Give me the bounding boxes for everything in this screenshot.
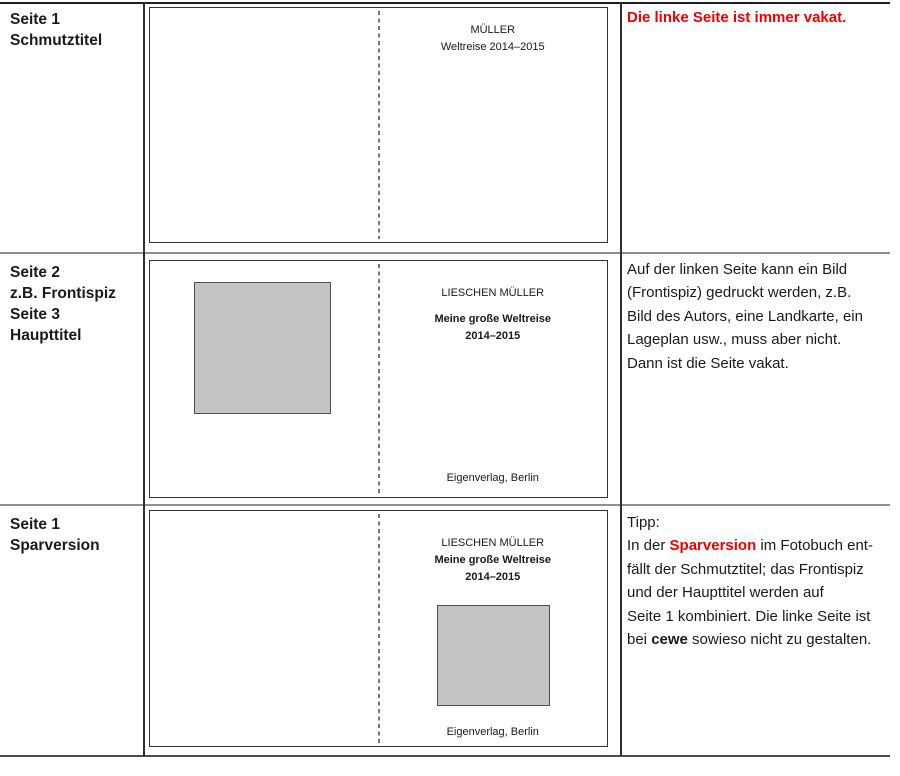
- combined-page-title-block: [379, 552, 608, 586]
- row3-label: [10, 514, 100, 556]
- row3-label-line: Sparversion: [10, 537, 100, 554]
- row1-book-spread: [149, 7, 608, 243]
- title-page-author: LIESCHEN MÜLLER: [441, 287, 545, 299]
- row2-label: [10, 262, 116, 346]
- row1-right-page: [379, 8, 608, 242]
- row1-label-line: Seite 1: [10, 11, 60, 28]
- column-divider-notes: [620, 2, 622, 756]
- row2-note: [627, 258, 895, 375]
- frontispiece-image-placeholder: [194, 282, 331, 414]
- row1-label-line: Schmutztitel: [10, 32, 103, 49]
- row2-note-line: Auf der linken Seite kann ein Bild: [627, 261, 848, 278]
- row3-book-spread: [149, 510, 608, 747]
- title-page-publisher: Eigenverlag, Berlin: [446, 472, 539, 484]
- half-title-author: MÜLLER: [470, 24, 516, 36]
- row2-note-line: Dann ist die Seite vakat.: [627, 354, 789, 372]
- row-divider-2: [0, 504, 890, 506]
- combined-page-title: Meine große Weltreise: [434, 554, 552, 566]
- row2-note-line: (Frontispiz) gedruckt werden, z.B.: [627, 284, 852, 302]
- row3-label-line: Seite 1: [10, 516, 60, 533]
- row3-note-line: [627, 534, 895, 557]
- sparversion-highlight: Sparversion: [669, 537, 757, 555]
- column-divider-labels: [143, 2, 145, 756]
- title-page-title: Meine große Weltreise: [434, 313, 552, 325]
- combined-page-publisher: Eigenverlag, Berlin: [446, 726, 539, 738]
- combined-page-author: LIESCHEN MÜLLER: [441, 537, 545, 549]
- row3-note-line: [627, 628, 895, 651]
- row3-note-line: und der Haupttitel werden auf: [627, 584, 824, 602]
- row2-note-line: Lageplan usw., muss aber nicht.: [627, 331, 842, 349]
- row2-note-line: Bild des Autors, eine Landkarte, ein: [627, 307, 863, 325]
- title-page-title-block: [379, 311, 608, 345]
- half-title-block: [379, 22, 608, 56]
- note-text: In der: [627, 537, 670, 555]
- row3-note-line: fällt der Schmutztitel; das Frontispiz: [627, 560, 864, 578]
- title-image-placeholder: [437, 605, 550, 706]
- row2-label-line: z.B. Frontispiz: [10, 285, 116, 302]
- table-top-border: [0, 2, 890, 4]
- half-title-text: Weltreise 2014–2015: [440, 41, 545, 53]
- note-text: sowieso nicht zu gestalten.: [687, 631, 872, 649]
- row2-label-line: Seite 3: [10, 306, 60, 323]
- note-text: im Fotobuch ent-: [756, 537, 873, 555]
- row2-right-page: [379, 261, 608, 497]
- row1-label: [10, 9, 102, 51]
- row1-note: [627, 6, 895, 29]
- note-text: bei: [627, 631, 652, 649]
- row3-note-line: Seite 1 kombiniert. Die linke Seite ist: [627, 607, 871, 625]
- cewe-brand-text: cewe: [651, 631, 688, 649]
- title-page-years: 2014–2015: [465, 330, 521, 342]
- combined-page-years: 2014–2015: [465, 571, 521, 583]
- row3-note: [627, 511, 895, 651]
- row2-book-spread: [149, 260, 608, 498]
- row-divider-1: [0, 252, 890, 254]
- row2-label-line: Haupttitel: [10, 327, 82, 344]
- row1-note-text: Die linke Seite ist immer vakat.: [627, 9, 847, 26]
- table-bottom-border: [0, 755, 890, 757]
- row2-label-line: Seite 2: [10, 264, 60, 281]
- row3-note-line: Tipp:: [627, 514, 660, 531]
